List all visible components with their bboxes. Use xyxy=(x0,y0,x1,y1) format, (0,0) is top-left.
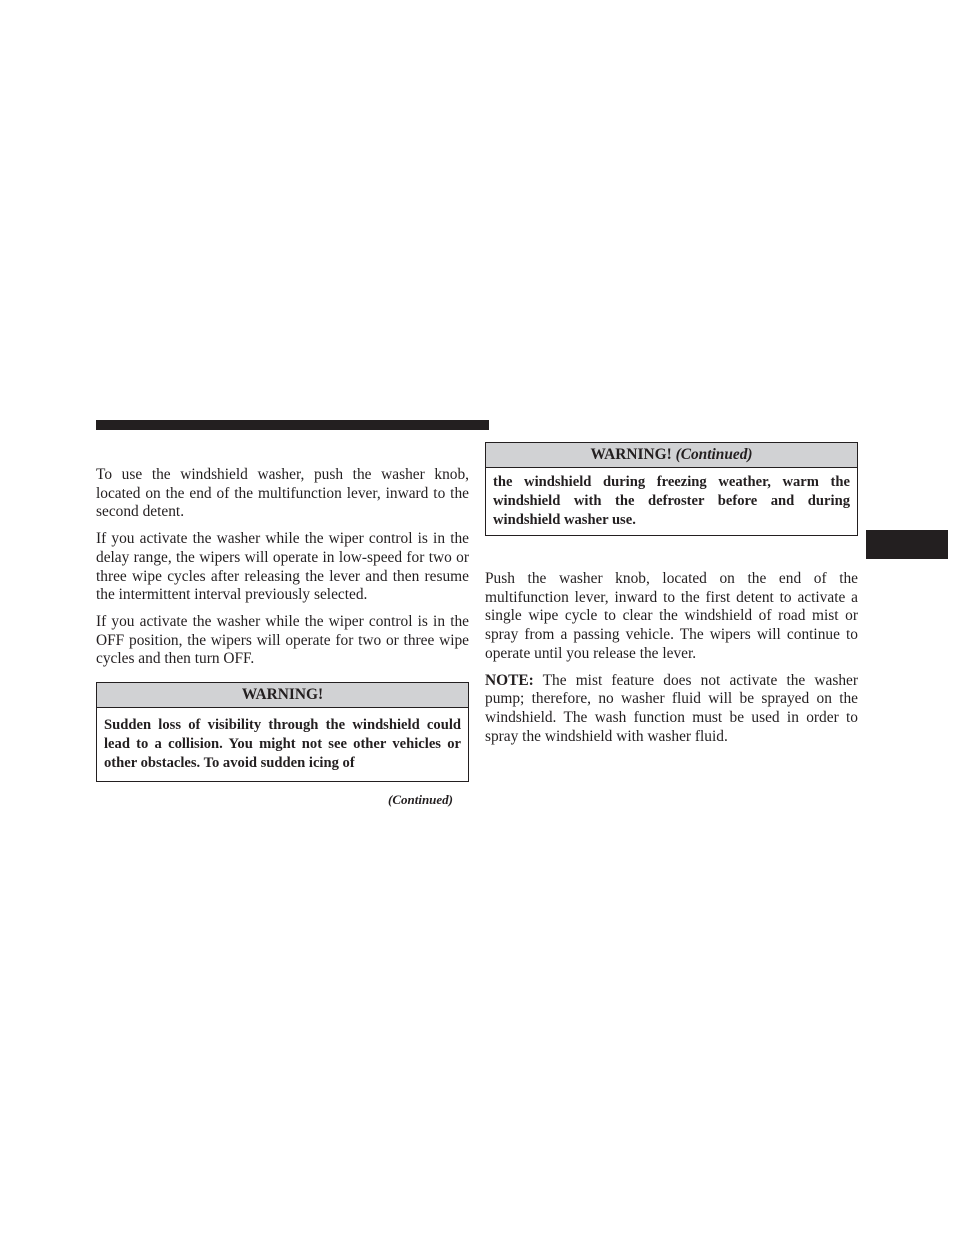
warning-continued-body: the windshield during freezing weather, warm the windshield with the defroster before and during windshield washer use. xyxy=(493,474,850,528)
warning-body: Sudden loss of visibility through the windshield could lead to a collision. You might not see other vehicles or other obstacles. To avoid sudden icing of xyxy=(104,717,461,771)
note-label: NOTE: xyxy=(485,671,534,689)
chapter-tab xyxy=(866,530,948,559)
warning-box xyxy=(96,682,469,782)
note-text: The mist feature does not activate the washer pump; therefore, no washer fluid will be sprayed on the windshield. The wash function must be used in order to spray the windshield with washer fluid. xyxy=(485,671,858,745)
paragraph-delay-range: If you activate the washer while the wiper control is in the delay range, the wipers will operate in low-speed for two or three wipe cycles after releasing the lever and then resume the intermittent interval previously selected. xyxy=(96,530,469,604)
continued-label: (Continued) xyxy=(388,792,454,807)
paragraph-off-position: If you activate the washer while the wiper control is in the OFF position, the wipers will operate for two or three wipe cycles and then turn OFF. xyxy=(96,612,469,668)
warning-continued-box xyxy=(485,442,858,536)
paragraph-mist: Push the washer knob, located on the end of the multifunction lever, inward to the first detent to activate a single wipe cycle to clear the windshield of road mist or spray from a passing vehicle. The wipers will continue to operate until you release the lever. xyxy=(485,570,858,662)
warning-continued-title: WARNING! xyxy=(590,446,672,463)
left-column xyxy=(96,466,469,677)
right-column xyxy=(485,570,858,754)
warning-header xyxy=(97,683,468,708)
paragraph-washer: To use the windshield washer, push the washer knob, located on the end of the multifunction lever, inward to the second detent. xyxy=(96,466,469,521)
warning-title: WARNING! xyxy=(241,686,324,703)
section-rule xyxy=(96,420,489,430)
warning-continued-header xyxy=(486,443,857,468)
warning-continued-suffix: (Continued) xyxy=(675,446,753,463)
note-paragraph xyxy=(485,672,858,747)
